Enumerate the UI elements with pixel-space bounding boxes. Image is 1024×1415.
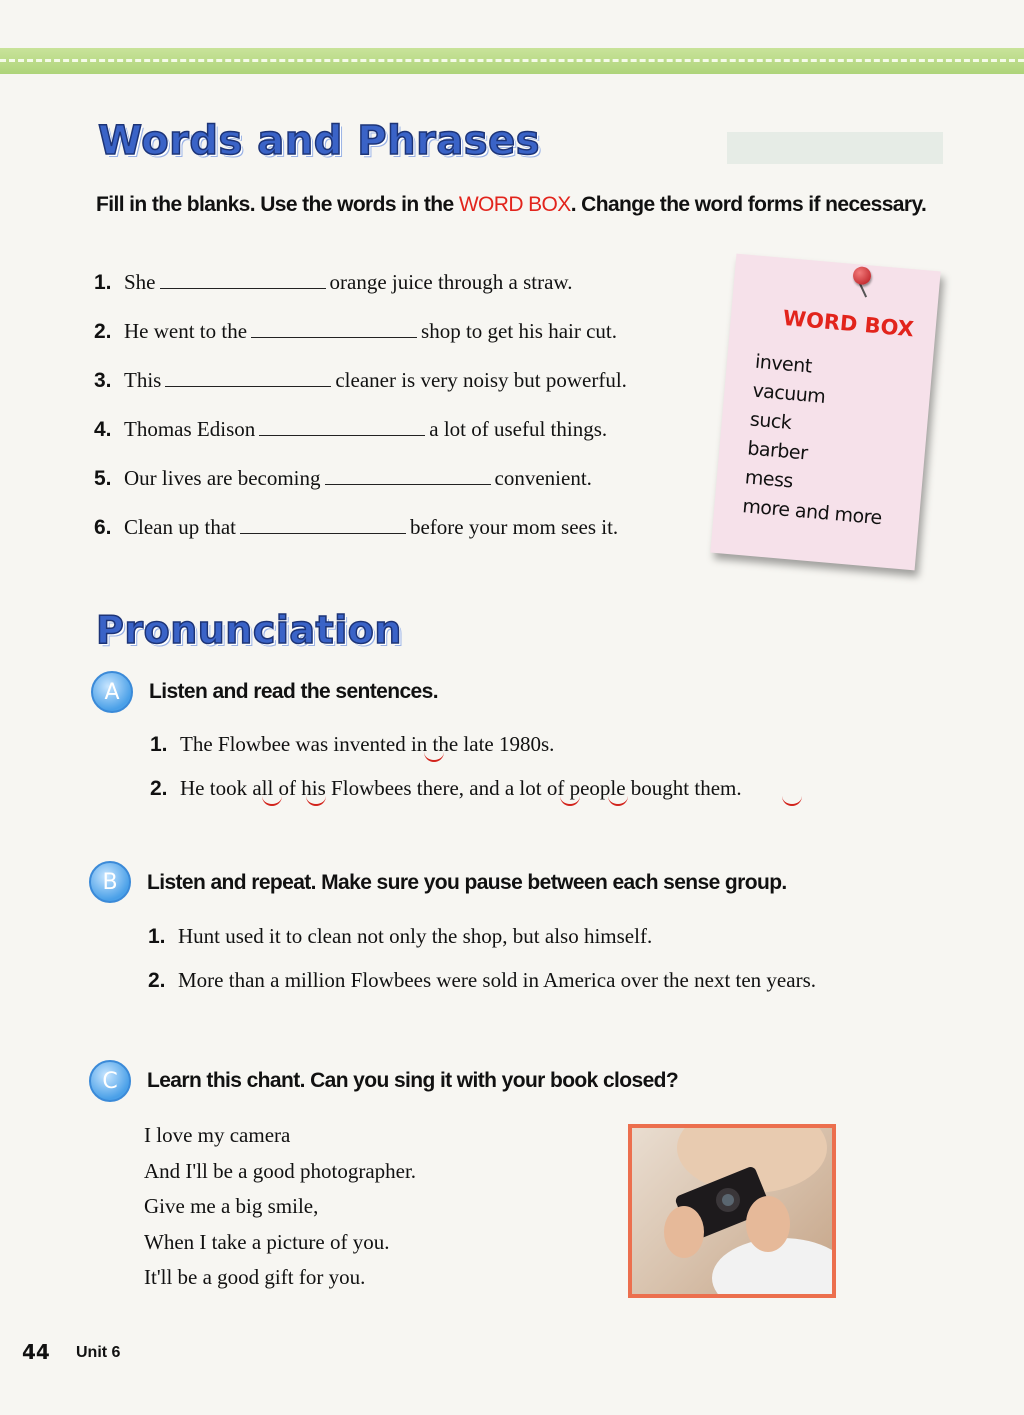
section-b-sentence bbox=[148, 924, 652, 949]
word-box-word: more and more bbox=[741, 495, 883, 530]
word-box-title: WORD BOX bbox=[781, 305, 915, 342]
item-number: 3. bbox=[94, 369, 112, 392]
show-through-box bbox=[727, 132, 943, 164]
answer-blank[interactable] bbox=[160, 274, 326, 289]
camera-photo bbox=[628, 1124, 836, 1298]
list-item bbox=[94, 368, 627, 393]
item-number: 4. bbox=[94, 418, 112, 441]
section-a-instruction: Listen and read the sentences. bbox=[149, 680, 438, 703]
item-text-after: convenient. bbox=[494, 466, 592, 490]
item-text-before: Our lives are becoming bbox=[124, 466, 321, 490]
chant-line: It'll be a good gift for you. bbox=[144, 1265, 366, 1289]
section-c-badge: C bbox=[89, 1060, 131, 1102]
chant-line: And I'll be a good photographer. bbox=[144, 1158, 417, 1183]
answer-blank[interactable] bbox=[165, 372, 331, 387]
top-decorative-band bbox=[0, 48, 1024, 74]
list-item bbox=[94, 466, 592, 491]
answer-blank[interactable] bbox=[240, 519, 406, 534]
linking-mark bbox=[560, 796, 580, 806]
chant-line: I love my camera bbox=[144, 1123, 291, 1147]
answer-blank[interactable] bbox=[251, 323, 417, 338]
section-b-instruction: Listen and repeat. Make sure you pause between each sense group. bbox=[147, 871, 787, 894]
pronunciation-title: Pronunciation bbox=[96, 608, 402, 652]
word-box-word: invent bbox=[754, 350, 813, 378]
linking-mark bbox=[424, 752, 444, 762]
item-text-before: This bbox=[124, 368, 162, 392]
item-text-after: shop to get his hair cut. bbox=[421, 319, 618, 343]
section-c-instruction: Learn this chant. Can you sing it with your book closed? bbox=[147, 1069, 679, 1092]
push-pin-icon bbox=[852, 266, 872, 286]
words-and-phrases-instruction bbox=[96, 192, 946, 218]
item-text-after: orange juice through a straw. bbox=[329, 270, 573, 294]
page-number: 44 bbox=[22, 1340, 50, 1364]
sentence-text: More than a million Flowbees were sold in America over the next ten years. bbox=[178, 968, 816, 992]
chant-line: Give me a big smile, bbox=[144, 1194, 319, 1218]
section-a-sentence bbox=[150, 776, 742, 801]
section-b-badge: B bbox=[89, 861, 131, 903]
stitch-line bbox=[0, 59, 1024, 62]
item-number: 2. bbox=[94, 320, 112, 343]
word-box-note bbox=[710, 254, 940, 571]
word-box-word: mess bbox=[744, 466, 794, 493]
item-text-before: He went to the bbox=[124, 319, 248, 343]
list-item bbox=[94, 515, 618, 540]
linking-mark bbox=[608, 796, 628, 806]
word-box-list bbox=[741, 348, 895, 534]
item-text-after: a lot of useful things. bbox=[429, 417, 608, 441]
sentence-number: 1. bbox=[150, 733, 168, 756]
item-text-before: Clean up that bbox=[124, 515, 236, 539]
section-a-sentence bbox=[150, 732, 554, 757]
instruction-wordbox-ref: WORD BOX bbox=[458, 193, 571, 216]
list-item bbox=[94, 319, 617, 344]
answer-blank[interactable] bbox=[259, 421, 425, 436]
chant-lines bbox=[144, 1118, 416, 1296]
answer-blank[interactable] bbox=[325, 470, 491, 485]
item-number: 1. bbox=[94, 271, 112, 294]
section-b-sentence bbox=[148, 968, 816, 993]
words-and-phrases-title: Words and Phrases bbox=[98, 118, 541, 164]
sentence-number: 2. bbox=[148, 969, 166, 992]
list-item bbox=[94, 417, 607, 442]
sentence-text: He took all of his Flowbees there, and a lot of people bought them. bbox=[180, 776, 742, 800]
instruction-text-2: . Change the word forms if necessary. bbox=[570, 193, 927, 216]
word-box-word: barber bbox=[746, 437, 809, 465]
instruction-text: Fill in the blanks. Use the words in the bbox=[96, 193, 454, 216]
word-box-word: suck bbox=[749, 408, 793, 435]
item-text-before: She bbox=[124, 270, 156, 294]
sentence-text: Hunt used it to clean not only the shop, but also himself. bbox=[178, 924, 653, 948]
item-text-before: Thomas Edison bbox=[124, 417, 256, 441]
item-number: 6. bbox=[94, 516, 112, 539]
word-box-word: vacuum bbox=[751, 379, 827, 408]
linking-mark bbox=[306, 796, 326, 806]
linking-mark bbox=[782, 796, 802, 806]
linking-mark bbox=[262, 796, 282, 806]
unit-label: Unit 6 bbox=[76, 1344, 121, 1361]
camera-photo-illustration bbox=[632, 1128, 832, 1294]
sentence-number: 1. bbox=[148, 925, 166, 948]
section-a-badge: A bbox=[91, 671, 133, 713]
sentence-number: 2. bbox=[150, 777, 168, 800]
list-item bbox=[94, 270, 572, 295]
item-text-after: cleaner is very noisy but powerful. bbox=[335, 368, 627, 392]
item-number: 5. bbox=[94, 467, 112, 490]
sentence-text: The Flowbee was invented in the late 1980s. bbox=[180, 732, 555, 756]
chant-line: When I take a picture of you. bbox=[144, 1229, 390, 1254]
item-text-after: before your mom sees it. bbox=[409, 515, 619, 539]
